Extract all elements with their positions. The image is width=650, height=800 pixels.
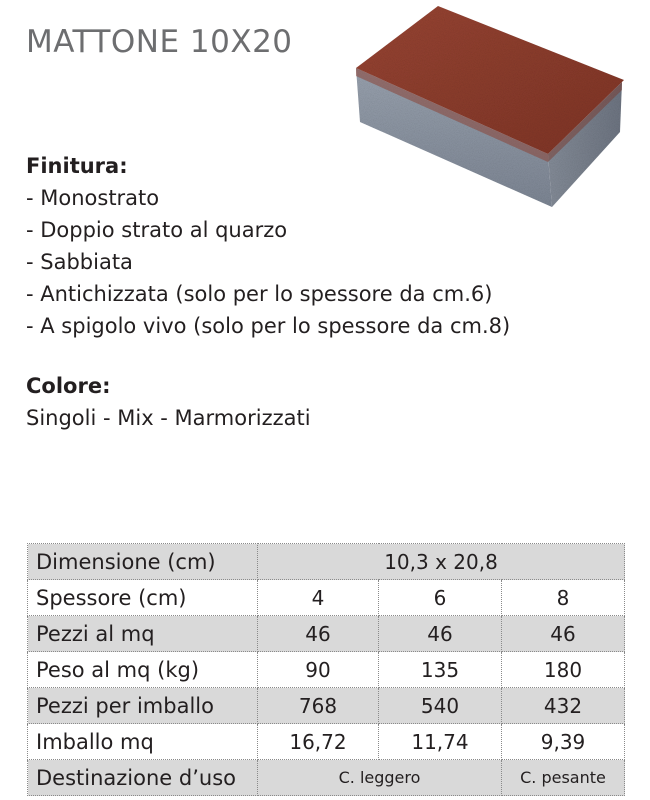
cell-value: C. pesante	[502, 760, 625, 796]
cell-value: 46	[379, 616, 502, 652]
cell-value: 6	[379, 580, 502, 616]
cell-value: 540	[379, 688, 502, 724]
table-row-peso-al-mq	[28, 652, 625, 688]
finitura-item: - Antichizzata (solo per lo spessore da cm.6)	[26, 282, 493, 306]
finitura-item: - Doppio strato al quarzo	[26, 218, 288, 242]
cell-value: 768	[258, 688, 379, 724]
colore-section	[26, 370, 311, 434]
cell-value: 16,72	[258, 724, 379, 760]
table-row-pezzi-al-mq	[28, 616, 625, 652]
cell-value: 180	[502, 652, 625, 688]
row-label: Destinazione d’uso	[28, 760, 258, 796]
table-row-pezzi-per-imballo	[28, 688, 625, 724]
table-row-dimensione	[28, 544, 625, 580]
spec-table	[27, 543, 625, 796]
cell-value: 90	[258, 652, 379, 688]
cell-value: 46	[258, 616, 379, 652]
cell-value: 9,39	[502, 724, 625, 760]
finitura-item: - Monostrato	[26, 186, 160, 210]
row-label: Pezzi per imballo	[28, 688, 258, 724]
cell-value: 8	[502, 580, 625, 616]
cell-value: 46	[502, 616, 625, 652]
table-row-spessore	[28, 580, 625, 616]
cell-value: 10,3 x 20,8	[258, 544, 625, 580]
page-title: MATTONE 10X20	[26, 24, 293, 60]
table-row-imballo-mq	[28, 724, 625, 760]
table-row-destinazione	[28, 760, 625, 796]
row-label: Pezzi al mq	[28, 616, 258, 652]
finitura-item: - A spigolo vivo (solo per lo spessore da cm.8)	[26, 314, 511, 338]
colore-heading: Colore:	[26, 374, 111, 398]
finitura-heading: Finitura:	[26, 154, 128, 178]
cell-value: 432	[502, 688, 625, 724]
cell-value: 135	[379, 652, 502, 688]
cell-value: C. leggero	[258, 760, 502, 796]
row-label: Spessore (cm)	[28, 580, 258, 616]
cell-value: 4	[258, 580, 379, 616]
row-label: Dimensione (cm)	[28, 544, 258, 580]
colore-values: Singoli - Mix - Marmorizzati	[26, 406, 311, 430]
row-label: Peso al mq (kg)	[28, 652, 258, 688]
finitura-section	[26, 150, 510, 342]
cell-value: 11,74	[379, 724, 502, 760]
row-label: Imballo mq	[28, 724, 258, 760]
finitura-item: - Sabbiata	[26, 250, 133, 274]
